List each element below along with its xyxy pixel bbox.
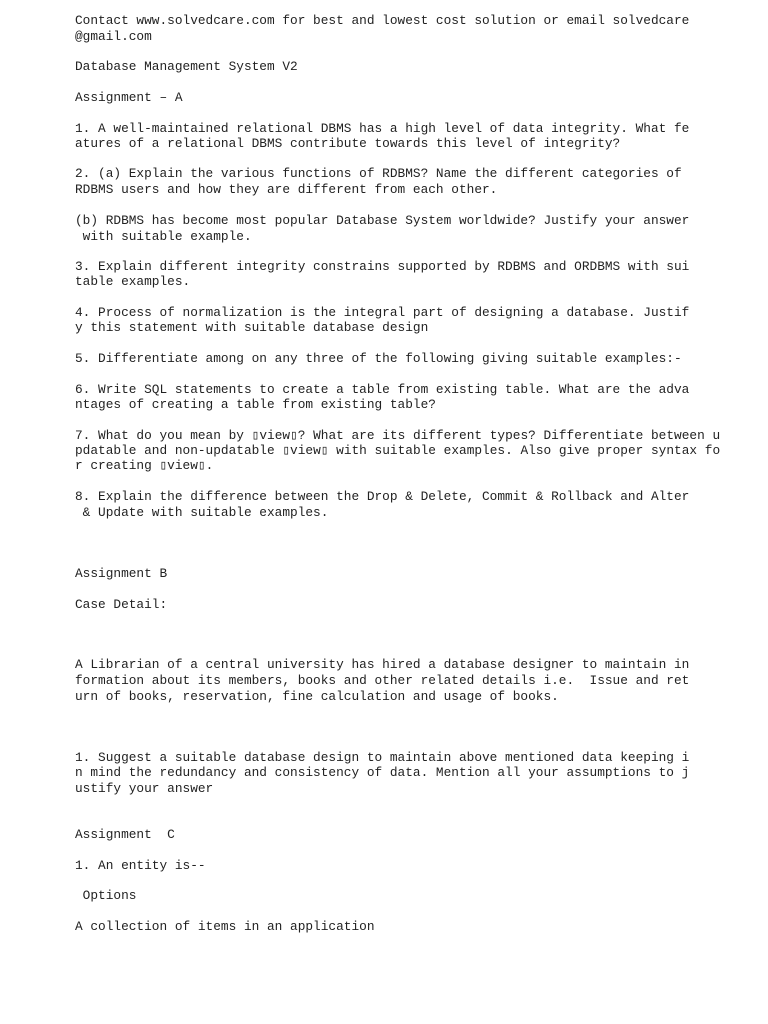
assignment-a-heading: Assignment – A [75,90,183,105]
question-a6-line-2: ntages of creating a table from existing table? [75,397,436,412]
question-a3-line-1: 3. Explain different integrity constrains supported by RDBMS and ORDBMS with sui [75,259,690,274]
question-b1-line-2: n mind the redundancy and consistency of data. Mention all your assumptions to j [75,765,690,780]
question-a1-line-1: 1. A well-maintained relational DBMS has a high level of data integrity. What fe [75,121,690,136]
case-detail-line-1: A Librarian of a central university has hired a database designer to maintain in [75,657,690,672]
question-a5: 5. Differentiate among on any three of the following giving suitable examples:- [75,351,682,366]
contact-line-2: @gmail.com [75,29,152,44]
question-a4-line-2: y this statement with suitable database design [75,320,429,335]
case-detail-line-3: urn of books, reservation, fine calculation and usage of books. [75,689,559,704]
question-a6-line-1: 6. Write SQL statements to create a table from existing table. What are the adva [75,382,690,397]
question-a7-line-2: pdatable and non-updatable ▯view▯ with suitable examples. Also give proper syntax fo [75,443,721,458]
options-heading: Options [75,888,137,903]
question-a3-line-2: table examples. [75,274,191,289]
question-a2-line-1: 2. (a) Explain the various functions of RDBMS? Name the different categories of [75,166,682,181]
document-title: Database Management System V2 [75,59,298,74]
question-a1-line-2: atures of a relational DBMS contribute towards this level of integrity? [75,136,621,151]
question-a8-line-2: & Update with suitable examples. [75,505,329,520]
question-b1-line-3: ustify your answer [75,781,214,796]
question-a2b-line-1: (b) RDBMS has become most popular Database System worldwide? Justify your answer [75,213,690,228]
assignment-b-heading: Assignment B [75,566,168,581]
option-line-1: A collection of items in an application [75,919,375,934]
case-detail-heading: Case Detail: [75,597,168,612]
question-a8-line-1: 8. Explain the difference between the Drop & Delete, Commit & Rollback and Alter [75,489,690,504]
question-a2-line-2: RDBMS users and how they are different from each other. [75,182,498,197]
assignment-c-heading: Assignment C [75,827,175,842]
case-detail-line-2: formation about its members, books and other related details i.e. Issue and ret [75,673,690,688]
contact-line-1: Contact www.solvedcare.com for best and lowest cost solution or email solvedcare [75,13,690,28]
question-a4-line-1: 4. Process of normalization is the integral part of designing a database. Justif [75,305,690,320]
question-c1: 1. An entity is-- [75,858,206,873]
question-a2b-line-2: with suitable example. [75,229,252,244]
question-a7-line-1: 7. What do you mean by ▯view▯? What are its different types? Differentiate between u [75,428,721,443]
question-b1-line-1: 1. Suggest a suitable database design to maintain above mentioned data keeping i [75,750,690,765]
question-a7-line-3: r creating ▯view▯. [75,458,214,473]
